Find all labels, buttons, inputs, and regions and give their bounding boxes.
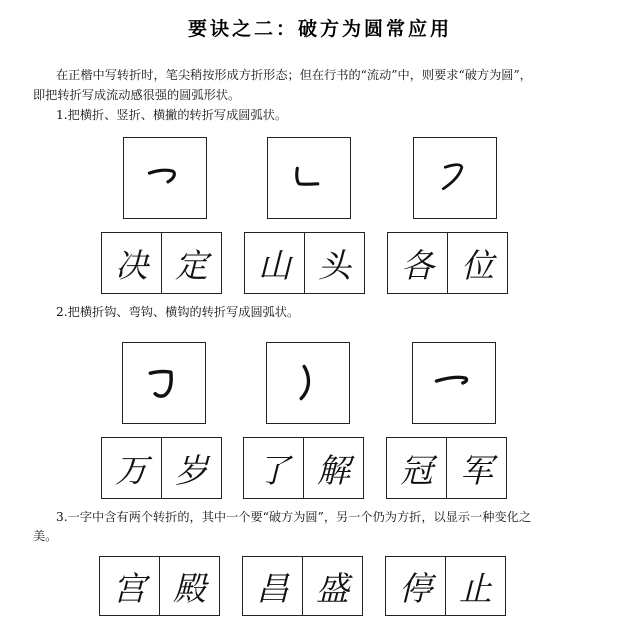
section-3-heading-line-2: 美。 bbox=[33, 529, 58, 543]
example-char: 岁 bbox=[161, 438, 221, 498]
stroke-box-heng-gou bbox=[412, 342, 496, 424]
heng-pie-stroke-icon bbox=[414, 138, 496, 218]
example-char: 山 bbox=[258, 245, 291, 285]
example-pair bbox=[101, 232, 222, 294]
stroke-box-shu-zhe bbox=[267, 137, 351, 219]
example-char: 宫 bbox=[113, 568, 146, 608]
intro-line-1: 在正楷中写转折时，笔尖稍按形成方折形态；但在行书的“流动”中，则要求“破方为圆”， bbox=[56, 68, 532, 82]
intro-line-2: 即把转折写成流动感很强的圆弧形状。 bbox=[33, 88, 241, 102]
stroke-box-wan-gou bbox=[266, 342, 350, 424]
section-1-heading: 1.把横折、竖折、横撇的转折写成圆弧状。 bbox=[56, 108, 288, 122]
example-pair bbox=[385, 556, 506, 616]
stroke-box-heng-zhe-gou bbox=[122, 342, 206, 424]
example-char: 停 bbox=[399, 568, 432, 608]
example-char: 定 bbox=[161, 233, 221, 293]
example-char: 位 bbox=[447, 233, 507, 293]
example-pair bbox=[244, 232, 365, 294]
stroke-box-heng-zhe bbox=[123, 137, 207, 219]
example-char: 冠 bbox=[400, 450, 433, 490]
heng-gou-stroke-icon bbox=[413, 343, 495, 423]
section-3-heading-line-1: 3.一字中含有两个转折的，其中一个要“破方为圆”，另一个仍为方折，以显示一种变化之 bbox=[56, 510, 532, 524]
example-char: 止 bbox=[445, 557, 505, 615]
example-char: 万 bbox=[115, 450, 148, 490]
example-char: 军 bbox=[446, 438, 506, 498]
stroke-box-heng-pie bbox=[413, 137, 497, 219]
example-char: 各 bbox=[401, 245, 434, 285]
example-char: 殿 bbox=[159, 557, 219, 615]
example-pair bbox=[386, 437, 507, 499]
example-char: 了 bbox=[257, 450, 290, 490]
example-char: 昌 bbox=[256, 568, 289, 608]
section-2-heading: 2.把横折钩、弯钩、横钩的转折写成圆弧状。 bbox=[56, 305, 300, 319]
example-pair bbox=[101, 437, 222, 499]
heng-zhe-gou-stroke-icon bbox=[123, 343, 205, 423]
example-pair bbox=[242, 556, 363, 616]
wan-gou-stroke-icon bbox=[267, 343, 349, 423]
example-pair bbox=[243, 437, 364, 499]
heng-zhe-stroke-icon bbox=[124, 138, 206, 218]
page-title: 要诀之二：破方为圆常应用 bbox=[187, 18, 452, 40]
example-pair bbox=[99, 556, 220, 616]
example-pair bbox=[387, 232, 508, 294]
example-char: 盛 bbox=[302, 557, 362, 615]
example-char: 头 bbox=[304, 233, 364, 293]
example-char: 解 bbox=[303, 438, 363, 498]
example-char: 决 bbox=[115, 245, 148, 285]
shu-zhe-stroke-icon bbox=[268, 138, 350, 218]
